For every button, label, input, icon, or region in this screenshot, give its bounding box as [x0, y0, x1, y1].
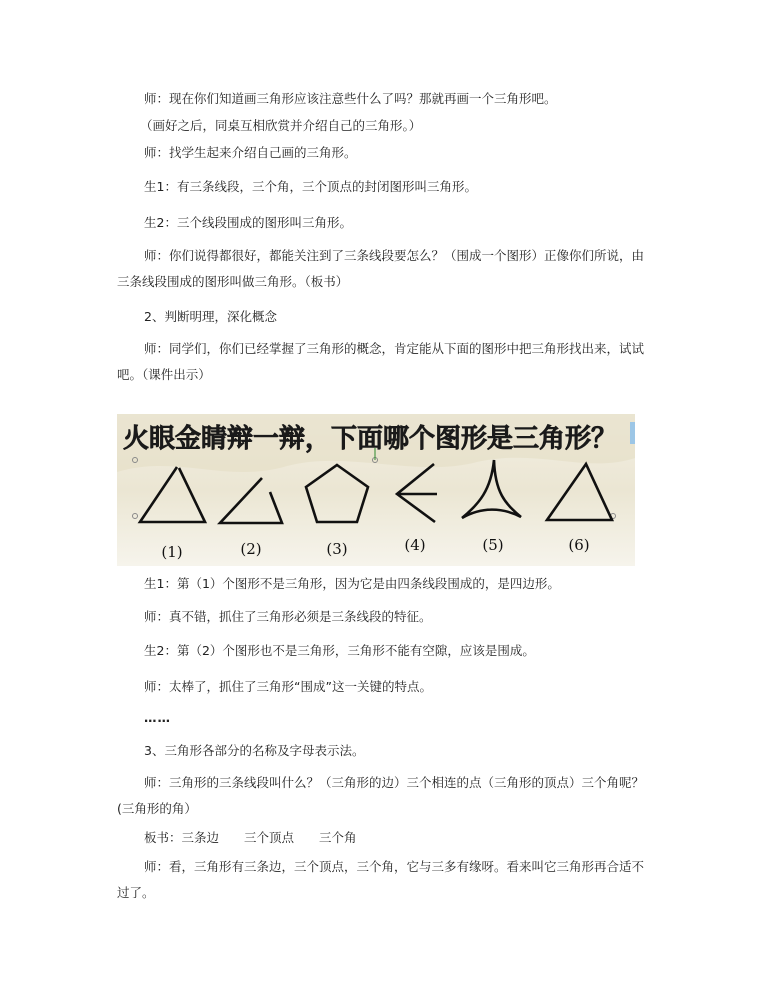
paragraph: 师：同学们，你们已经掌握了三角形的概念，肯定能从下面的图形中把三角形找出来，试试吧。（课件出示） [117, 341, 645, 382]
paragraph: 生2：第（2）个图形也不是三角形，三角形不能有空隙，应该是围成。 [144, 643, 535, 658]
figure-label: (4) [404, 536, 426, 554]
figure-edge-marker [630, 422, 635, 444]
figure-label: (5) [482, 536, 504, 554]
figure-label: (2) [240, 540, 262, 558]
figure-label: (3) [326, 540, 348, 558]
paragraph: 师：太棒了，抓住了三角形“围成”这一关键的特点。 [144, 679, 432, 694]
figure-title: 火眼金睛辩一辩，下面哪个图形是三角形？ [123, 424, 618, 454]
figure-label: (6) [568, 536, 590, 554]
paragraph: 师：三角形的三条线段叫什么？（三角形的边）三个相连的点（三角形的顶点）三个角呢？(三角形的角） [117, 775, 645, 816]
paragraph: 师：现在你们知道画三角形应该注意些什么了吗？那就再画一个三角形吧。 [144, 91, 557, 106]
ellipsis: …… [144, 710, 171, 725]
paragraph: 师：真不错，抓住了三角形必须是三条线段的特征。 [144, 609, 432, 624]
section-heading: 2、判断明理，深化概念 [144, 309, 277, 324]
figure-svg [117, 414, 635, 566]
paragraph: 生2：三个线段围成的图形叫三角形。 [144, 215, 352, 230]
paragraph: 师：找学生起来介绍自己画的三角形。 [144, 145, 357, 160]
board-writing: 板书：三条边 三个顶点 三个角 [144, 830, 357, 845]
paragraph: （画好之后，同桌互相欣赏并介绍自己的三角形。） [140, 118, 422, 133]
figure-label: (1) [161, 543, 183, 561]
section-heading: 3、三角形各部分的名称及字母表示法。 [144, 743, 365, 758]
paragraph: 师：看，三角形有三条边，三个顶点，三个角，它与三多有缘呀。看来叫它三角形再合适不过了。 [117, 859, 645, 900]
paragraph: 师：你们说得都很好，都能关注到了三条线段要怎么？（围成一个图形）正像你们所说，由三条线段围成的图形叫做三角形。（板书） [117, 248, 645, 289]
paragraph: 生1：第（1）个图形不是三角形，因为它是由四条线段围成的，是四边形。 [144, 576, 560, 591]
courseware-figure [117, 414, 635, 566]
paragraph: 生1：有三条线段，三个角，三个顶点的封闭图形叫三角形。 [144, 179, 477, 194]
